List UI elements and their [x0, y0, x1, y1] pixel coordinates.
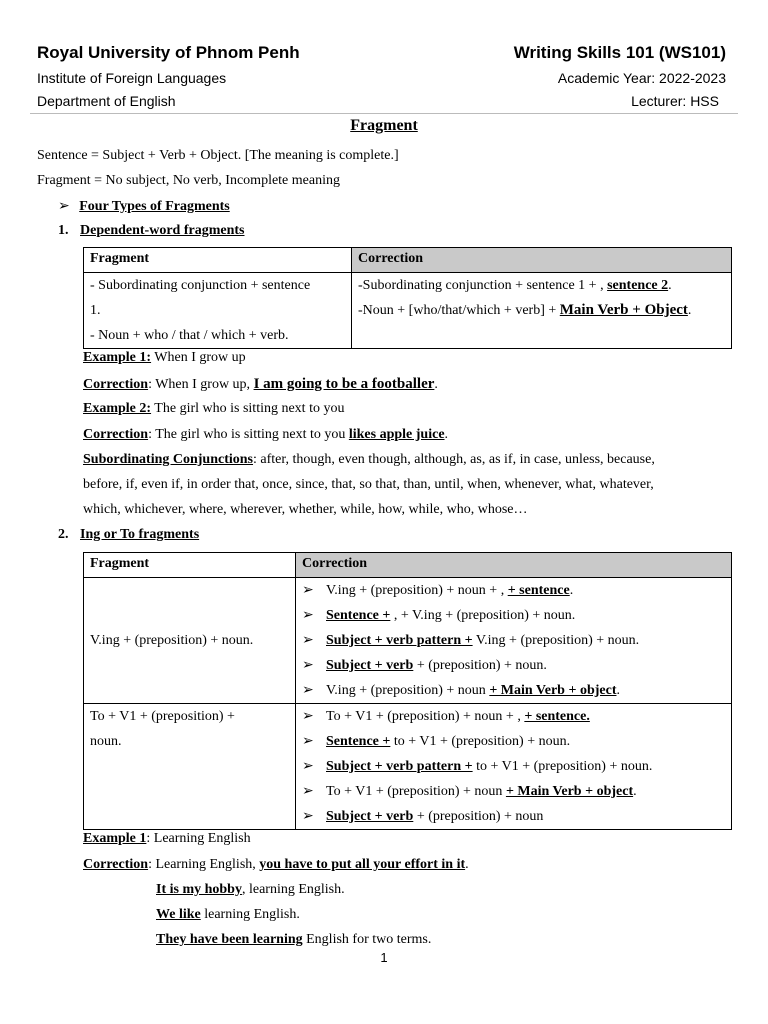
arrow-bullet-icon: ➢ [302, 734, 314, 749]
institute-name: Institute of Foreign Languages [37, 70, 227, 86]
section2-heading [58, 527, 199, 543]
correction-emphasis: Subject + verb pattern + [326, 759, 473, 774]
correction-item [302, 754, 725, 779]
correction-emphasis: I am going to be a footballer [253, 376, 435, 392]
correction-text: -Noun + [who/that/which + verb] + [358, 303, 560, 318]
correction-text: + (preposition) + noun. [413, 658, 547, 673]
table2-row1-correction [296, 578, 732, 704]
correction-item [302, 578, 725, 603]
correction-item [302, 628, 725, 653]
correction-item [302, 779, 725, 804]
correction-text: To + V1 + (preposition) + noun + , [326, 709, 525, 724]
dependent-word-table [83, 247, 732, 349]
correction-text: : When I grow up, [148, 377, 254, 392]
correction-text: : The girl who is sitting next to you [148, 427, 349, 442]
fragment-line: noun. [90, 734, 122, 749]
correction-text: to + V1 + (preposition) + noun. [390, 734, 571, 749]
arrow-bullet-icon: ➢ [58, 199, 70, 214]
section1-heading [58, 223, 244, 239]
correction-text: V.ing + (preposition) + noun. [472, 633, 640, 648]
section1-title: Dependent-word fragments [80, 223, 245, 238]
correction-text: . [687, 303, 692, 318]
fragment-line: - Noun + who / that / which + verb. [90, 328, 289, 343]
subordinating-conjunctions-line3: which, whichever, where, wherever, whether, while, how, while, who, whose… [83, 502, 528, 517]
correction-item [302, 653, 725, 678]
fragment-line: - Subordinating conjunction + sentence [90, 278, 311, 293]
arrow-bullet-icon: ➢ [302, 683, 314, 698]
section1-example2 [83, 401, 344, 417]
example-label: Example 1: [83, 350, 152, 365]
correction-text: . [444, 427, 449, 442]
correction-emphasis: It is my hobby [156, 882, 242, 897]
section-intro [58, 198, 230, 215]
correction-emphasis: + Main Verb + object [505, 784, 634, 799]
correction-text: V.ing + (preposition) + noun + , [326, 583, 508, 598]
course-name: Writing Skills 101 (WS101) [513, 43, 726, 62]
subordinating-conjunctions-line1 [83, 452, 655, 468]
correction-emphasis: We like [156, 907, 201, 922]
correction-text: to + V1 + (preposition) + noun. [472, 759, 653, 774]
example-text: : Learning English [146, 831, 251, 846]
section2-number: 2. [58, 527, 69, 542]
correction-emphasis: Sentence + [326, 608, 391, 623]
section1-correction1 [83, 376, 438, 393]
arrow-bullet-icon: ➢ [302, 759, 314, 774]
correction-emphasis: Subject + verb pattern + [326, 633, 473, 648]
example-label: Example 1 [83, 831, 147, 846]
lecturer: Lecturer: HSS [631, 93, 719, 109]
section2-correction1 [83, 857, 469, 873]
arrow-bullet-icon: ➢ [302, 608, 314, 623]
arrow-bullet-icon: ➢ [302, 633, 314, 648]
header-divider [30, 113, 738, 114]
table2-header-fragment: Fragment [84, 553, 296, 578]
arrow-bullet-icon: ➢ [302, 583, 314, 598]
section2-alt-correction1 [156, 882, 345, 898]
table2-header-correction: Correction [296, 553, 732, 578]
section1-correction2 [83, 427, 448, 443]
correction-emphasis: Sentence + [326, 734, 391, 749]
subordinating-conjunctions-line2: before, if, even if, in order that, once, since, that, so that, than, until, when, whenever, what, whatever, [83, 477, 654, 492]
correction-emphasis: + Main Verb + object [489, 683, 617, 698]
correction-label: Correction [83, 857, 149, 872]
page-number: 1 [380, 950, 388, 965]
correction-text: + (preposition) + noun [413, 809, 544, 824]
correction-text: English for two terms. [302, 932, 432, 947]
correction-emphasis: Subject + verb [326, 658, 414, 673]
correction-label: Correction [83, 377, 149, 392]
correction-text: . [569, 583, 574, 598]
example-text: When I grow up [151, 350, 246, 365]
arrow-bullet-icon: ➢ [302, 784, 314, 799]
correction-emphasis: They have been learning [156, 932, 303, 947]
correction-text: . [434, 377, 438, 392]
table1-header-correction: Correction [352, 248, 732, 273]
section2-alt-correction2 [156, 907, 300, 923]
section1-example1 [83, 350, 246, 366]
correction-item [302, 603, 725, 628]
section2-title: Ing or To fragments [80, 527, 200, 542]
correction-line [358, 298, 725, 323]
correction-text: . [616, 683, 620, 698]
correction-item [302, 729, 725, 754]
section2-alt-correction3 [156, 932, 431, 948]
correction-text: , + V.ing + (preposition) + noun. [390, 608, 576, 623]
table2-row2-fragment [84, 704, 296, 830]
ing-to-table [83, 552, 732, 830]
example-text: The girl who is sitting next to you [151, 401, 345, 416]
correction-text: : Learning English, [148, 857, 260, 872]
table2-row2-correction [296, 704, 732, 830]
page-title: Fragment [350, 117, 418, 134]
correction-text: . [668, 278, 672, 293]
correction-emphasis: + sentence [507, 583, 570, 598]
sentence-definition: Sentence = Subject + Verb + Object. [The meaning is complete.] [37, 148, 399, 163]
table1-correction-cell [352, 273, 732, 349]
fragment-line: To + V1 + (preposition) + [90, 709, 235, 724]
correction-item [302, 804, 725, 829]
correction-emphasis: likes apple juice [348, 427, 445, 442]
table1-header-fragment: Fragment [84, 248, 352, 273]
section2-example1 [83, 831, 251, 847]
table2-row1-fragment: V.ing + (preposition) + noun. [84, 578, 296, 704]
arrow-bullet-icon: ➢ [302, 809, 314, 824]
correction-emphasis: you have to put all your effort in it [259, 857, 466, 872]
correction-text: , learning English. [241, 882, 345, 897]
correction-item [302, 704, 725, 729]
correction-text: -Subordinating conjunction + sentence 1 + , [358, 278, 608, 293]
correction-emphasis: + sentence. [524, 709, 590, 724]
table1-fragment-cell [84, 273, 352, 349]
fragment-line: 1. [90, 303, 101, 318]
fragment-definition: Fragment = No subject, No verb, Incomplete meaning [37, 173, 340, 188]
correction-emphasis: Main Verb + Object [559, 302, 688, 318]
correction-label: Correction [83, 427, 149, 442]
correction-item [302, 678, 725, 703]
correction-text: To + V1 + (preposition) + noun [326, 784, 506, 799]
example-label: Example 2: [83, 401, 152, 416]
correction-emphasis: sentence 2 [607, 278, 669, 293]
academic-year: Academic Year: 2022-2023 [557, 70, 726, 86]
arrow-bullet-icon: ➢ [302, 709, 314, 724]
conjunctions-text: : after, though, even though, although, as, as if, in case, unless, because, [253, 452, 655, 467]
arrow-bullet-icon: ➢ [302, 658, 314, 673]
correction-text: V.ing + (preposition) + noun [326, 683, 490, 698]
department-name: Department of English [37, 93, 176, 109]
conjunctions-label: Subordinating Conjunctions [83, 452, 254, 467]
correction-emphasis: Subject + verb [326, 809, 414, 824]
correction-text: . [465, 857, 469, 872]
university-name: Royal University of Phnom Penh [37, 43, 300, 62]
correction-text: learning English. [200, 907, 300, 922]
section1-number: 1. [58, 223, 69, 238]
correction-text: . [633, 784, 637, 799]
section-intro-title: Four Types of Fragments [79, 199, 230, 214]
correction-line [358, 273, 725, 298]
